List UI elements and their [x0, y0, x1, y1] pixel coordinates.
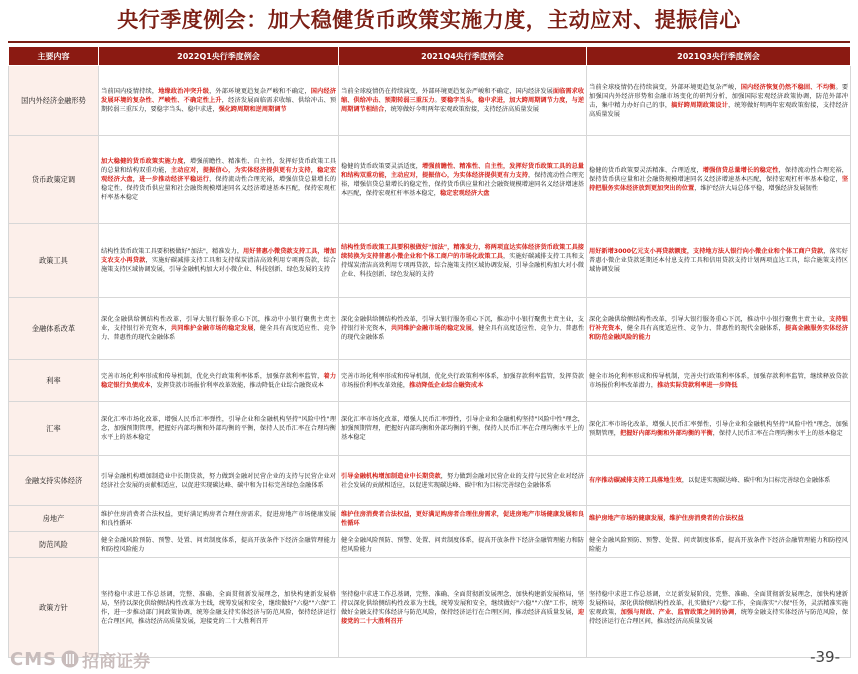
table-cell	[587, 224, 851, 298]
table-header-row	[9, 47, 851, 66]
table-cell	[99, 402, 339, 456]
highlight-text: 国内经济恢复仍然不稳固、不均衡	[740, 83, 836, 91]
table-cell	[587, 136, 851, 224]
table-cell	[587, 506, 851, 532]
cell-text: ，保持流动性合理充裕，增强信贷总量增长的稳定性，保持货币供应量和社会融资规模增速同名义经济增速基本匹配，保持宏观杠杆率基本稳定，	[341, 171, 585, 197]
cell-text: 健全金融风险预防、预警、处置、问责制度体系，提高开放条件下经济金融管理能力和防控风险能力	[341, 536, 584, 553]
cell-text: ，保持流动性合理充裕，增强信贷总量增长的稳定性，保持货币供应量和社会融资规模增速同名义经济增速基本匹配，保持宏观杠杆率基本稳定	[101, 176, 337, 201]
cell-text: 深化汇率市场化改革，增强人民币汇率弹性，引导企业和金融机构坚持"风险中性"理念，加强预期管理，	[589, 420, 848, 437]
page-title: 央行季度例会：加大稳健货币政策实施力度，主动应对、提振信心	[117, 7, 741, 32]
logo-text: CMS	[10, 648, 58, 670]
cell-text: ，健全具有高度适应性、竞争力、普惠性的现代金融体系	[101, 325, 337, 341]
cell-text: 坚持稳中求进工作总基调，立足新发展阶段，完整、准确、全面贯彻新发展理念，加快构建新发展格局，深化供给侧结构性改革，扎实做好"六稳"工作，全面落实"六保"任务，灵活精准实施宏观政策，	[589, 590, 848, 616]
cell-text: 结构性货币政策工具要积极做好"加法"，精准发力，	[101, 248, 244, 255]
cell-text: 当前国内疫情持续，	[101, 88, 159, 95]
row-topic: 货币政策定调	[9, 136, 99, 224]
highlight-text: 有序推动碳减排支持工具落地生效	[589, 477, 682, 484]
cell-text: 深化汇率市场化改革，增强人民币汇率弹性，引导企业和金融机构坚持"风险中性"理念，加强预期管理，把握好内部均衡和外部均衡的平衡，保持人民币汇率在合理均衡水平上的基本稳定	[341, 416, 584, 441]
header-topic: 主要内容	[9, 47, 99, 66]
table-cell	[339, 224, 587, 298]
cell-text: ，经济发展面临需求收缩、供给冲击、预期转弱三重压力，要稳字当头、稳中求进，	[101, 97, 337, 113]
cell-text: 坚持稳中求进工作总基调，完整、准确、全面贯彻新发展理念，加快构建新发展格局，坚持以深化供给侧结构性改革为主线，统筹发展和安全，继续做好"六稳""六保"工作，进一步推动部门间政策协调，统筹金融支持实体经济与防范风险，保持经济运行在合理区间，推动经济高质量发展，迎接党的二十大胜利召开	[101, 590, 336, 625]
table-row	[9, 506, 851, 532]
cell-text: 深化汇率市场化改革，增强人民币汇率弹性，引导企业和金融机构坚持"风险中性"理念，加强预期管理，把握好内部均衡和外部均衡的平衡，保持人民币汇率在合理均衡水平上的基本稳定	[101, 416, 336, 441]
table-cell	[99, 298, 339, 360]
cell-text: ，保持人民币汇率在合理均衡水平上的基本稳定	[712, 429, 843, 437]
table-cell	[99, 558, 339, 658]
cell-text: 引导金融机构增加制造业中长期贷款，努力做到金融对民营企业的支持与民营企业对经济社会发展的贡献相适应，以促进实现碳达峰、碳中和为目标完善绿色金融体系	[101, 472, 336, 489]
cell-text: ，外部环境更趋复杂严峻和不确定，	[209, 88, 311, 95]
table-row	[9, 558, 851, 658]
row-topic: 利率	[9, 360, 99, 402]
highlight-text: 着力稳定银行负债成本	[101, 372, 337, 389]
highlight-text: 加大稳健的货币政策实施力度	[101, 158, 184, 165]
row-topic: 房地产	[9, 506, 99, 532]
cell-text: 健全市场化利率形成和传导机制，完善央行政策利率体系，加强存款利率监管，继续释放贷款市场报价利率改革潜力，	[589, 372, 848, 389]
highlight-text: 推动实际贷款利率进一步降低	[657, 381, 738, 389]
table-cell	[99, 136, 339, 224]
highlight-text: 搞好跨周期政策设计	[671, 101, 729, 109]
highlight-text: 维护房地产市场的健康发展，维护住房消费者的合法权益	[589, 515, 744, 522]
table-row	[9, 136, 851, 224]
header-2022q1: 2022Q1央行季度例会	[99, 47, 339, 66]
cell-text: ，健全具有高度适应性、竞争力、普惠性的现代金融体系，	[620, 325, 785, 332]
highlight-text: ，促进房地产市场健康发展和良性循环	[341, 510, 584, 527]
logo-chinese-text: 招商证券	[82, 651, 151, 672]
cell-text: 深化金融供给侧结构性改革，引导大银行服务重心下沉，推动中小银行聚焦主责主业，支持银行补充资本，	[101, 316, 336, 332]
header-2021q3: 2021Q3央行季度例会	[587, 47, 851, 66]
header-2021q4: 2021Q4央行季度例会	[339, 47, 587, 66]
table-cell	[99, 360, 339, 402]
table-cell	[339, 136, 587, 224]
row-topic: 金融体系改革	[9, 298, 99, 360]
highlight-text: 维护住房消费者合法权益，更好满足购房者合理住房需求	[341, 510, 497, 518]
cell-text: 维护住房消费者合法权益，更好满足购房者合理住房需求，促进房地产市场健康发展和良性循环	[101, 510, 336, 527]
table-cell	[587, 66, 851, 136]
cell-text: ，统筹金融支持实体经济与防范风险，保持经济运行在合理区间，推动经济高质量发展	[589, 608, 849, 625]
cell-text: 。要加强国内外经济形势和金融市场变化的研判分析，加强国际宏观经济政策协调，防范外部冲击，集中精力办好自己的事，	[589, 83, 849, 109]
highlight-text: 支持银行补充资本	[589, 316, 848, 332]
cell-text: ，实施好碳减排支持工具和支持煤炭清洁高效利用专项再贷款，综合施策支持区域协调发展，引导金融机构加大对小微企业、科技创新、绿色发展的支持	[101, 257, 337, 273]
highlight-text: 主动应对，提振信心，为实体经济提供更有力支持，稳定宏观经济大盘，进一步推动经济平稳运行	[101, 167, 337, 183]
table-cell	[339, 558, 587, 658]
policy-comparison-table	[8, 46, 851, 658]
table-row	[9, 298, 851, 360]
table-cell	[587, 402, 851, 456]
table-cell	[339, 456, 587, 506]
table-cell	[339, 506, 587, 532]
cell-text: ，努力做到金融对民营企业的支持与民营企业对经济社会发展的贡献相适应，以促进实现碳达峰、碳中和为目标完善绿色金融体系	[341, 472, 585, 489]
cell-text: ，健全具有高度适应性、竞争力、普惠性的现代金融体系	[341, 325, 585, 341]
highlight-text: 共同维护金融市场的稳定发展	[390, 325, 472, 332]
table-row	[9, 402, 851, 456]
highlight-text: 面临需求收缩、供给冲击、预期转弱三重压力	[341, 88, 585, 104]
cell-text: 稳健的货币政策要灵活适度，	[341, 162, 423, 170]
table-row	[9, 224, 851, 298]
table-row	[9, 456, 851, 506]
cell-text: 坚持稳中求进工作总基调，完整、准确、全面贯彻新发展理念，加快构建新发展格局，坚持以深化供给侧结构性改革为主线，统筹发展和安全，继续做好"六稳""六保"工作，统筹做好金融支持实体经济与防范风险，保持经济运行在合理区间，推动经济高质量发展，	[341, 590, 584, 616]
cell-text: ，实施好碳减排支持工具和支持煤炭清洁高效利用专项再贷款，综合施策支持区域协调发展，引导金融机构加大对小微企业、科技创新、绿色发展的支持	[341, 252, 585, 278]
highlight-text: 增强信贷总量增长的稳定性	[702, 167, 779, 174]
row-topic: 政策方针	[9, 558, 99, 658]
table-cell	[339, 298, 587, 360]
table-body	[9, 66, 851, 658]
cell-text: 健全金融风险预防、预警、处置、问责制度体系，提高开放条件下经济金融管理能力和防控风险能力	[589, 536, 848, 553]
highlight-text: 推动降低企业综合融资成本	[409, 381, 484, 389]
highlight-text: 用好新增3000亿元支小再贷款额度，支持地方法人银行向小微企业和个体工商户贷款	[589, 248, 824, 255]
cell-text: ，以促进实现碳达峰、碳中和为目标完善绿色金融体系	[681, 477, 831, 484]
row-topic: 汇率	[9, 402, 99, 456]
highlight-text: 强化跨周期和逆周期调节	[218, 106, 287, 113]
cell-text: ，落实好普惠小微企业贷款延期还本付息支持工具和信用贷款支持计划两项直达工具，综合施策支持区域协调发展	[589, 248, 848, 273]
cms-emblem-icon	[61, 650, 79, 668]
highlight-text: 坚持把服务实体经济放到更加突出的位置	[589, 176, 848, 192]
table-cell	[99, 224, 339, 298]
highlight-text: 迎接党的二十大胜利召开	[341, 608, 584, 625]
table-cell	[99, 506, 339, 532]
cell-text: 。	[434, 97, 441, 104]
table-cell	[99, 456, 339, 506]
table-cell	[99, 532, 339, 558]
cell-text: 深化金融供给侧结构性改革，引导大银行服务重心下沉，推动中小银行聚焦主责主业，支持银行补充资本，	[341, 316, 584, 332]
highlight-text: 共同维护金融市场的稳定发展	[170, 325, 254, 332]
row-topic: 金融支持实体经济	[9, 456, 99, 506]
page-number: -39-	[810, 648, 840, 666]
highlight-text: 提高金融服务实体经济和防范金融风险的能力	[589, 325, 849, 341]
table-cell	[339, 66, 587, 136]
cell-text: 完善市场化利率形成和传导机制，优化央行政策利率体系，加强存款利率监管，	[101, 372, 324, 380]
table-cell	[587, 558, 851, 658]
title-divider	[8, 41, 850, 43]
cell-text: ，统筹做好明两年宏观政策衔接，支持经济高质量发展	[589, 101, 849, 118]
table-cell	[587, 298, 851, 360]
table-row	[9, 66, 851, 136]
table-row	[9, 360, 851, 402]
cell-text: 完善市场化利率形成和传导机制，优化央行政策利率体系，加强存款利率监管，发挥贷款市场报价利率改革效能，	[341, 372, 584, 389]
cms-logo	[10, 647, 150, 671]
cell-text: ，发挥贷款市场报价利率改革效能，推动降低企业综合融资成本	[150, 381, 324, 389]
table-row	[9, 532, 851, 558]
table-cell	[339, 402, 587, 456]
highlight-text: 结构性货币政策工具要积极做好"加法"，精准发力，将两项直达实体经济货币政策工具接续转换为支持普惠小微企业和个体工商户的市场化政策工具	[341, 243, 584, 260]
table-cell	[99, 66, 339, 136]
row-topic: 政策工具	[9, 224, 99, 298]
table-cell	[587, 532, 851, 558]
cell-text: 稳健的货币政策要灵活精准、合理适度，	[589, 167, 703, 174]
cell-text: ，统筹做好今明两年宏观政策衔接，支持经济高质量发展	[384, 106, 539, 113]
highlight-text: 把握好内部均衡和外部均衡的平衡	[619, 429, 713, 437]
highlight-text: 地缘政治冲突升级	[158, 88, 210, 95]
cell-text: 当前全球疫情仍在持续演变，外部环境更趋复杂严峻，	[589, 83, 741, 91]
table-cell	[587, 456, 851, 506]
row-topic: 国内外经济金融形势	[9, 66, 99, 136]
cell-text: 当前全球疫情仍在持续演变，外部环境更趋复杂严峻和不确定，国内经济发展	[341, 88, 553, 95]
cell-text: ，保持流动性合理充裕，保持货币供应量和社会融资规模增速同名义经济增速基本匹配，保持宏观杠杆率基本稳定，	[589, 167, 848, 183]
cell-text: ，维护经济大局总体平稳，增强经济发展韧性	[694, 185, 818, 192]
highlight-text: 加强与财政、产业、监管政策之间的协调	[620, 608, 735, 616]
cell-text: ，增强前瞻性、精准性、自主性，发挥好货币政策工具的总量和结构双重功能，	[101, 158, 337, 174]
highlight-text: 要稳字当头，稳中求进，加大跨周期调节力度，与逆周期调节相结合	[341, 97, 585, 113]
table-cell	[339, 360, 587, 402]
table-cell	[339, 532, 587, 558]
cell-text: 健全金融风险预防、预警、处置、问责制度体系，提高开放条件下经济金融管理能力和防控风险能力	[101, 536, 336, 553]
highlight-text: 国内经济发展环境的复杂性、严峻性、不确定性上升	[101, 88, 337, 104]
table-cell	[587, 360, 851, 402]
highlight-text: 增强前瞻性、精准性、自主性，发挥好货币政策工具的总量和结构双重功能，主动应对，提振信心，为实体经济提供更有力支持	[341, 162, 584, 179]
highlight-text: 用好普惠小微贷款支持工具，增加支农支小再贷款	[101, 248, 336, 264]
highlight-text: 引导金融机构增加制造业中长期贷款	[341, 472, 441, 480]
highlight-text: 稳定宏观经济大盘	[440, 189, 490, 197]
cell-text: 深化金融供给侧结构性改革，引导大银行服务重心下沉，推动中小银行聚焦主责主业，	[589, 316, 830, 323]
row-topic: 防范风险	[9, 532, 99, 558]
